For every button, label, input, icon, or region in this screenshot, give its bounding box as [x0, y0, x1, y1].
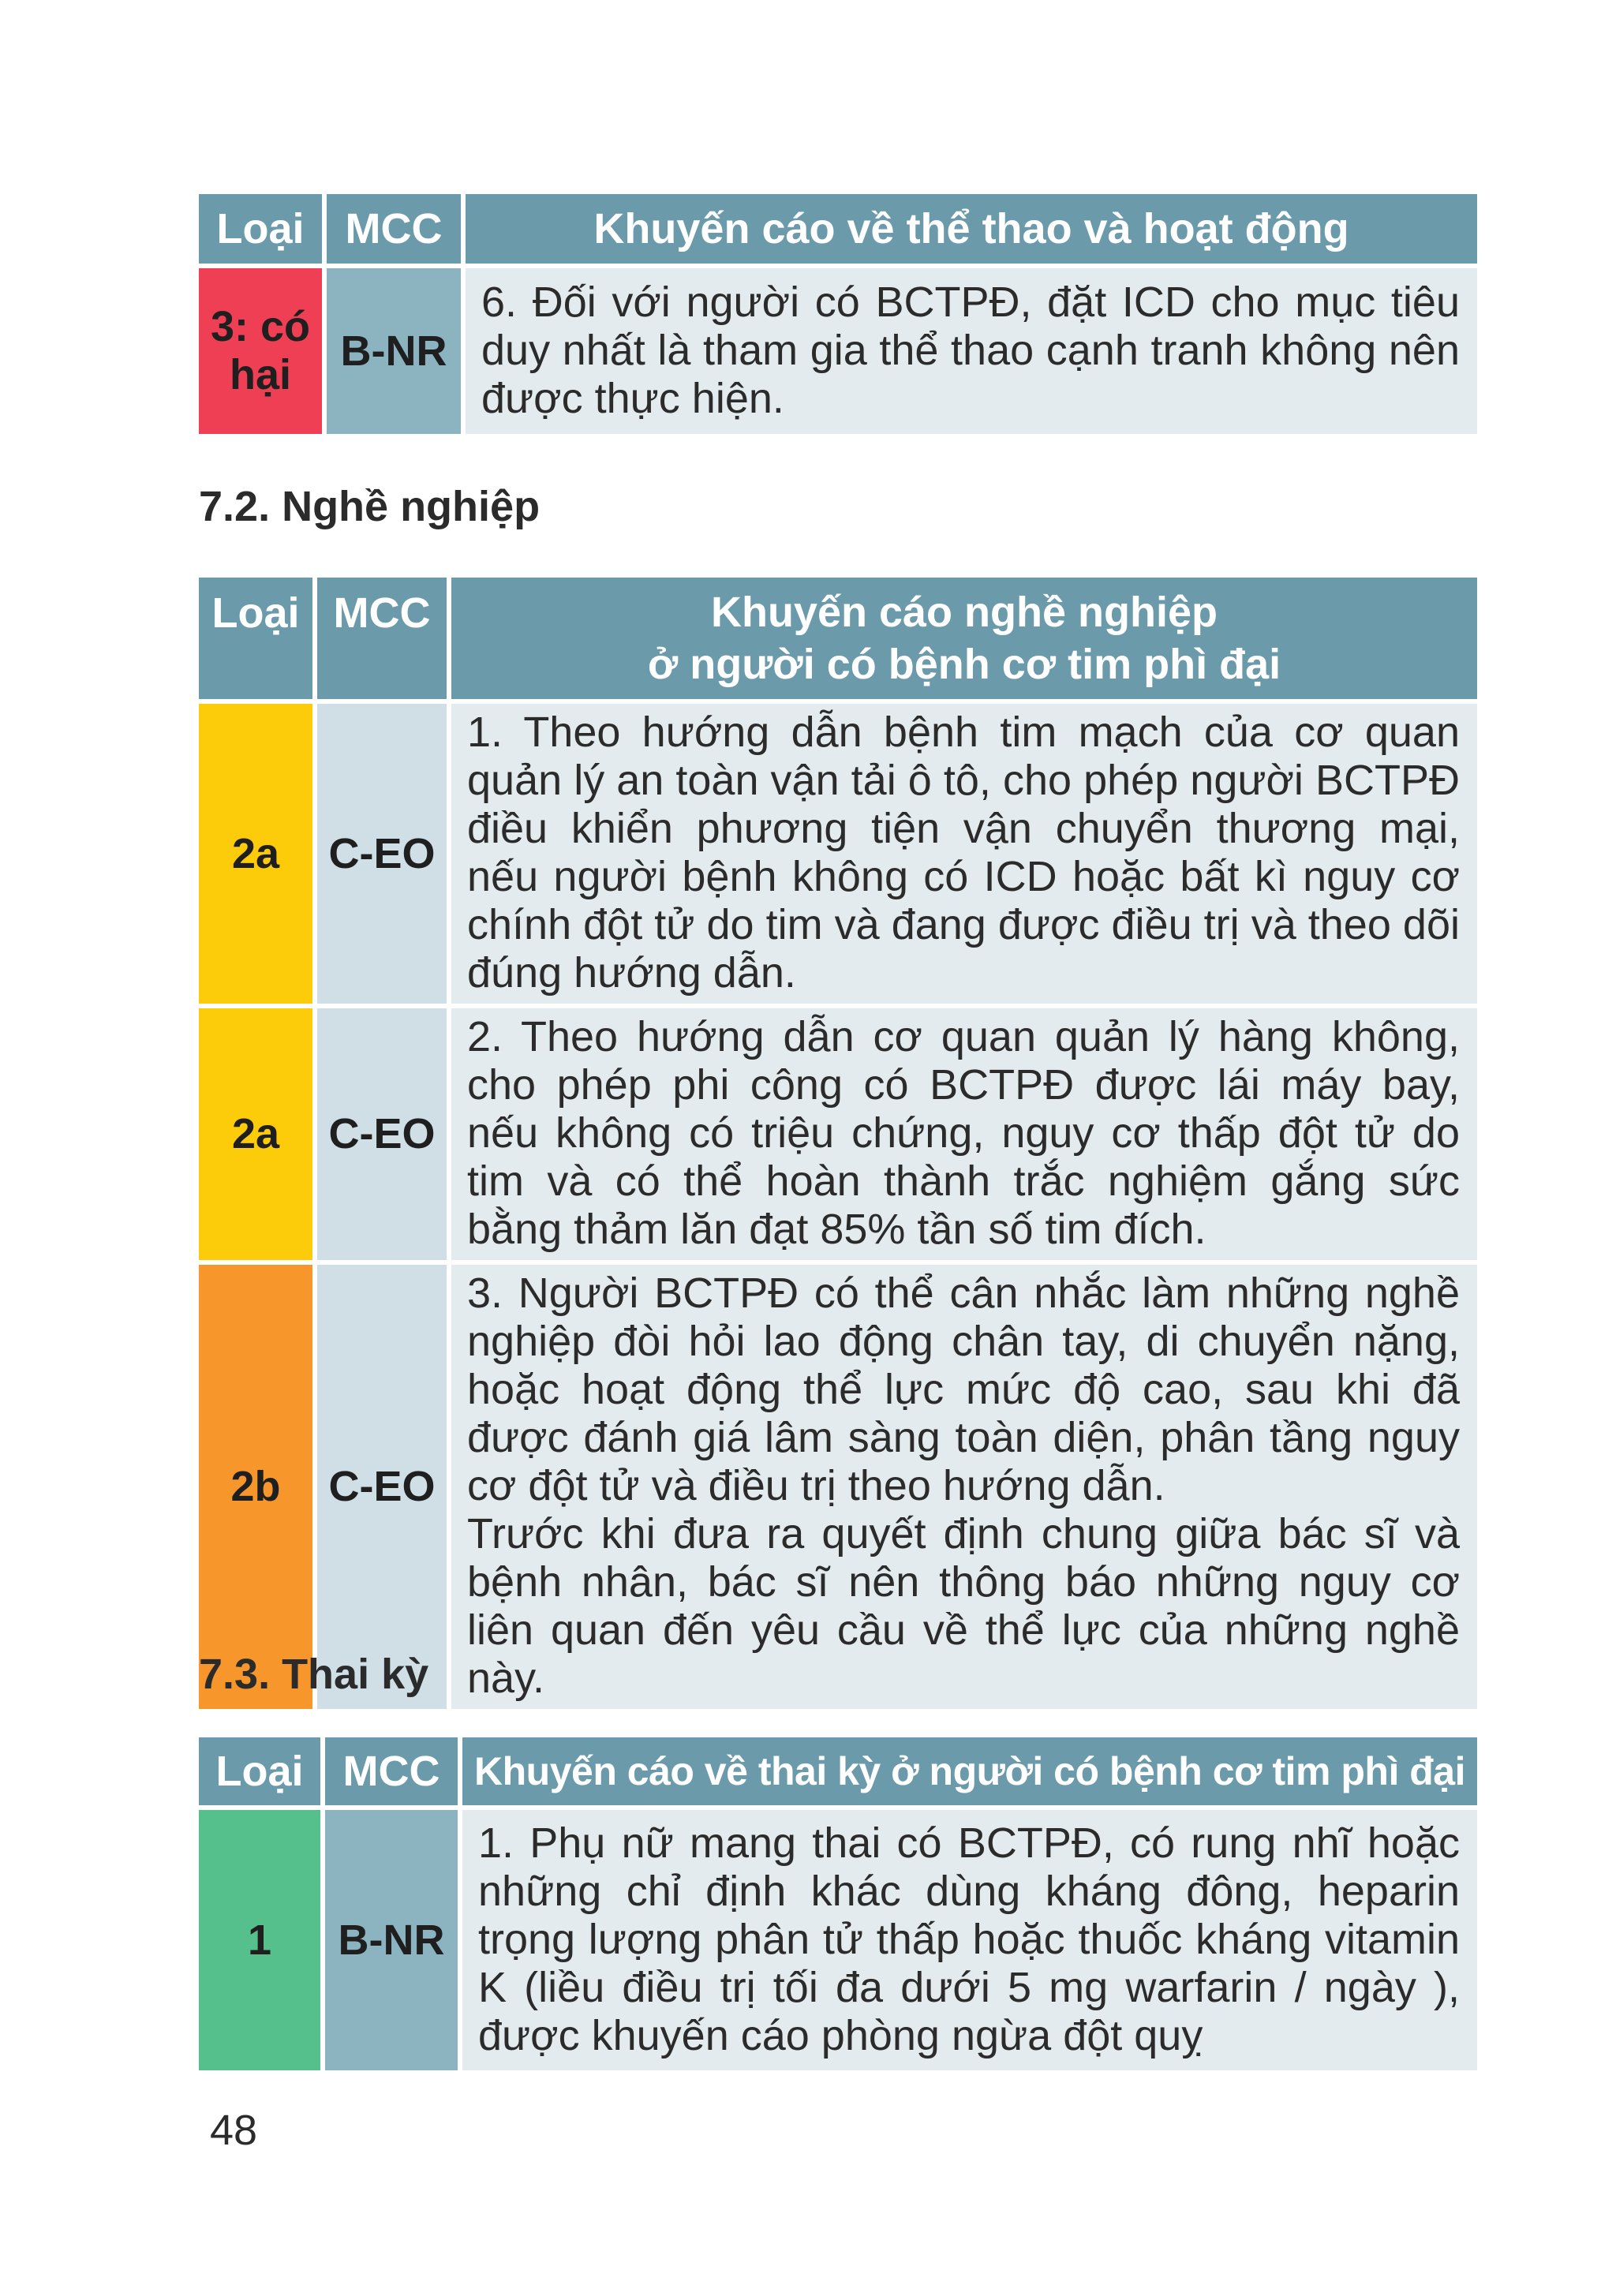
- class-badge: 1: [199, 1810, 320, 2070]
- header-loai: Loại: [199, 578, 312, 699]
- level-of-evidence: C-EO: [317, 1008, 447, 1260]
- header-recommendation: Khuyến cáo về thể thao và hoạt động: [466, 194, 1477, 264]
- recommendation-paragraph: Trước khi đưa ra quyết định chung giữa bác sĩ và bệnh nhân, bác sĩ nên thông báo những nguy cơ liên quan đến yêu cầu về thể lực của những nghề này.: [467, 1510, 1460, 1702]
- header-mcc: MCC: [327, 194, 461, 264]
- recommendation-text: 1. Theo hướng dẫn bệnh tim mạch của cơ quan quản lý an toàn vận tải ô tô, cho phép người BCTPĐ điều khiển phương tiện vận chuyển thương mại, nếu người bệnh không có ICD hoặc bất kì nguy cơ chính đột tử do tim và đang được điều trị và theo dõi đúng hướng dẫn.: [451, 704, 1477, 1004]
- pregnancy-recommendation-table: [194, 1733, 1482, 2075]
- class-badge: 2a: [199, 1008, 312, 1260]
- header-recommendation: [451, 578, 1477, 699]
- level-of-evidence: B-NR: [325, 1810, 458, 2070]
- recommendation-text: 2. Theo hướng dẫn cơ quan quản lý hàng không, cho phép phi công có BCTPĐ được lái máy bay, nếu không có triệu chứng, nguy cơ thấp đột tử do tim và có thể hoàn thành trắc nghiệm gắng sức bằng thảm lăn đạt 85% tần số tim đích.: [451, 1008, 1477, 1260]
- header-recommendation-line2: ở người có bệnh cơ tim phì đại: [647, 641, 1281, 688]
- level-of-evidence: C-EO: [317, 704, 447, 1004]
- sports-recommendation-table: [194, 189, 1482, 439]
- header-recommendation-line1: Khuyến cáo nghề nghiệp: [710, 589, 1218, 636]
- class-badge: 2b: [199, 1265, 312, 1709]
- header-mcc: MCC: [325, 1737, 458, 1805]
- class-badge: 2a: [199, 704, 312, 1004]
- recommendation-text: 6. Đối với người có BCTPĐ, đặt ICD cho mục tiêu duy nhất là tham gia thể thao cạnh tranh không nên được thực hiện.: [466, 268, 1477, 434]
- class-badge: 3: có hại: [199, 268, 322, 434]
- recommendation-paragraph: 3. Người BCTPĐ có thể cân nhắc làm những nghề nghiệp đòi hỏi lao động chân tay, di chuyển nặng, hoặc hoạt động thể lực mức độ cao, sau khi đã được đánh giá lâm sàng toàn diện, phân tầng nguy cơ đột tử và điều trị theo hướng dẫn.: [467, 1270, 1460, 1509]
- header-loai: Loại: [199, 194, 322, 264]
- table-row: [199, 1810, 1477, 2070]
- level-of-evidence: C-EO: [317, 1265, 447, 1709]
- section-title-occupation: 7.2. Nghề nghiệp: [199, 483, 541, 530]
- table-row: [199, 268, 1477, 434]
- recommendation-text: 1. Phụ nữ mang thai có BCTPĐ, có rung nhĩ hoặc những chỉ định khác dùng kháng đông, heparin trọng lượng phân tử thấp hoặc thuốc kháng vitamin K (liều điều trị tối đa dưới 5 mg warfarin / ngày ), được khuyến cáo phòng ngừa đột quỵ: [462, 1810, 1477, 2070]
- section-title-pregnancy: 7.3. Thai kỳ: [199, 1651, 429, 1698]
- table-row: [199, 1265, 1477, 1709]
- header-loai: Loại: [199, 1737, 320, 1805]
- page-number: 48: [210, 2107, 258, 2154]
- occupation-recommendation-table: [194, 573, 1482, 1714]
- recommendation-text: [451, 1265, 1477, 1709]
- table-row: [199, 704, 1477, 1004]
- table-row: [199, 1008, 1477, 1260]
- header-mcc: MCC: [317, 578, 447, 699]
- level-of-evidence: B-NR: [327, 268, 461, 434]
- header-recommendation: Khuyến cáo về thai kỳ ở người có bệnh cơ tim phì đại: [462, 1737, 1477, 1805]
